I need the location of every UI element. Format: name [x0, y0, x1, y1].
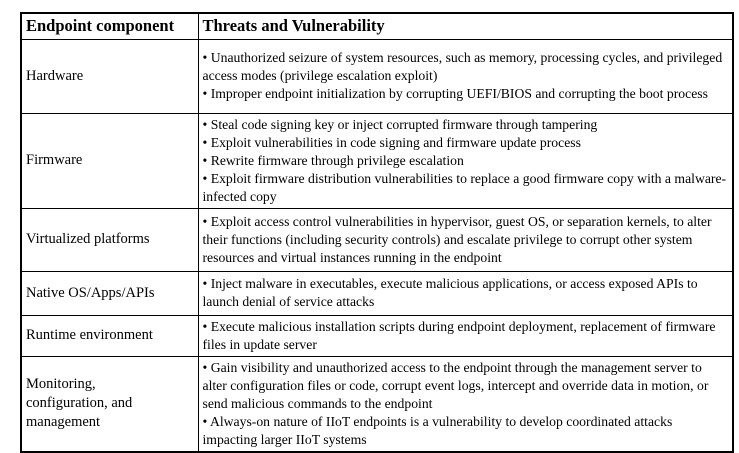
threats-table-container [20, 12, 734, 453]
column-header-endpoint-component: Endpoint component [21, 13, 198, 39]
component-label-firmware: Firmware [21, 113, 198, 208]
component-label-virtualized-platforms: Virtualized platforms [21, 208, 198, 271]
threats-cell-firmware [198, 113, 733, 208]
threat-item: • Gain visibility and unauthorized access to the endpoint through the management server to alter configuration files or code, corrupt event logs, intercept and override data in motion, or send malicious commands to the endpoint [202, 359, 709, 411]
table-row-firmware [21, 113, 733, 208]
threat-item: • Rewrite firmware through privilege escalation [202, 152, 464, 168]
threat-item: • Steal code signing key or inject corrupted firmware through tampering [202, 116, 598, 132]
table-row-native-os-apps-apis [21, 271, 733, 315]
component-label-native-os-apps-apis: Native OS/Apps/APIs [21, 271, 198, 315]
threat-item: • Unauthorized seizure of system resources, such as memory, processing cycles, and privileged access modes (privilege escalation exploit) [202, 50, 723, 83]
threat-item: • Improper endpoint initialization by corrupting UEFI/BIOS and corrupting the boot process [202, 86, 708, 101]
threats-cell-native-os-apps-apis [198, 271, 733, 315]
threat-item: • Exploit vulnerabilities in code signing and firmware update process [202, 134, 581, 150]
column-header-threats-vulnerability: Threats and Vulnerability [198, 13, 733, 39]
component-label-runtime-environment: Runtime environment [21, 315, 198, 356]
threat-item: • Always-on nature of IIoT endpoints is a vulnerability to develop coordinated attacks impacting larger IIoT systems [202, 413, 673, 447]
threats-cell-monitoring-configuration-management [198, 356, 733, 452]
threats-cell-runtime-environment [198, 315, 733, 356]
threats-cell-virtualized-platforms [198, 208, 733, 271]
table-row-hardware [21, 39, 733, 113]
endpoint-threats-table [20, 12, 734, 453]
header-row [21, 13, 733, 39]
component-label-monitoring-configuration-management: Monitoring, configuration, and management [21, 356, 198, 452]
threat-item: • Execute malicious installation scripts during endpoint deployment, replacement of firmware files in update server [202, 318, 716, 352]
component-label-hardware: Hardware [21, 39, 198, 113]
table-row-monitoring-configuration-management [21, 356, 733, 452]
table-row-runtime-environment [21, 315, 733, 356]
table-row-virtualized-platforms [21, 208, 733, 271]
threats-cell-hardware [198, 39, 733, 113]
threat-item: • Exploit firmware distribution vulnerabilities to replace a good firmware copy with a malware-infected copy [202, 170, 727, 204]
threat-item: • Exploit access control vulnerabilities in hypervisor, guest OS, or separation kernels, to alter their functions (including security controls) and escalate privilege to corrupt other system resources and virtual instances running in the endpoint [202, 213, 712, 265]
threat-item: • Inject malware in executables, execute malicious applications, or access exposed APIs to launch denial of service attacks [202, 276, 698, 309]
